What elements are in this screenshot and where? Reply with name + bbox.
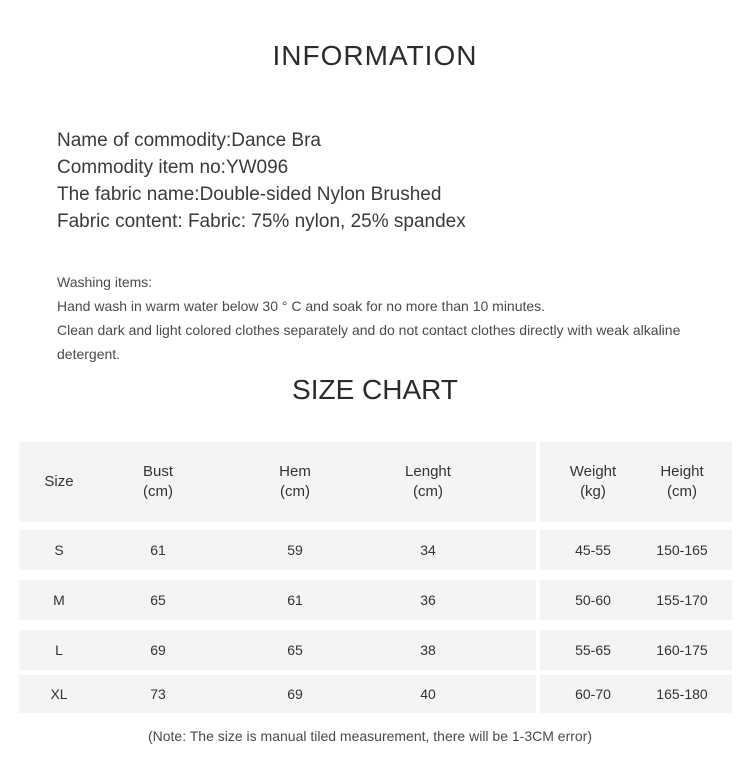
measurement-note: (Note: The size is manual tiled measurement, there will be 1-3CM error) [147,728,593,744]
cell-bust: 61 [150,542,166,558]
cell-weight: 45-55 [575,542,611,558]
cell-size: M [53,592,65,608]
cell-length: 40 [420,686,436,702]
table-row [19,675,732,713]
cell-size: XL [50,686,68,702]
cell-bust: 65 [150,592,166,608]
cell-hem: 61 [287,592,303,608]
cell-bust: 73 [150,686,166,702]
header-length: Lenght (cm) [405,463,451,500]
cell-bust: 69 [150,642,166,658]
header-height: Height (cm) [660,463,704,500]
information-title: INFORMATION [272,40,478,71]
cell-weight: 60-70 [575,686,611,702]
cell-length: 34 [420,542,436,558]
product-details [57,127,466,235]
table-row [19,530,732,570]
fabric-name: The fabric name:Double-sided Nylon Brushed [57,184,442,205]
cell-weight: 55-65 [575,642,611,658]
fabric-content: Fabric content: Fabric: 75% nylon, 25% spandex [57,211,466,232]
cell-height: 160-175 [656,642,708,658]
cell-hem: 59 [287,542,303,558]
washing-line-2: Clean dark and light colored clothes separately and do not contact clothes directly with weak alkaline detergent. [57,322,681,362]
cell-height: 150-165 [656,542,708,558]
table-row [19,580,732,620]
table-header-row [19,442,732,522]
cell-height: 165-180 [656,686,708,702]
cell-length: 36 [420,592,436,608]
cell-hem: 65 [287,642,303,658]
washing-heading: Washing items: [57,274,153,290]
header-size: Size [44,473,74,490]
commodity-name: Name of commodity:Dance Bra [57,130,321,151]
washing-line-1: Hand wash in warm water below 30 ° C and soak for no more than 10 minutes. [57,298,546,314]
header-hem: Hem (cm) [279,463,311,500]
cell-length: 38 [420,642,436,658]
cell-height: 155-170 [656,592,708,608]
cell-hem: 69 [287,686,303,702]
header-bust: Bust (cm) [142,463,173,500]
cell-size: S [54,542,64,558]
size-chart-title: SIZE CHART [292,374,458,405]
header-weight: Weight (kg) [569,463,617,500]
commodity-item-no: Commodity item no:YW096 [57,157,289,178]
washing-instructions [57,270,717,366]
cell-weight: 50-60 [575,592,611,608]
table-row [19,630,732,670]
cell-size: L [55,642,63,658]
